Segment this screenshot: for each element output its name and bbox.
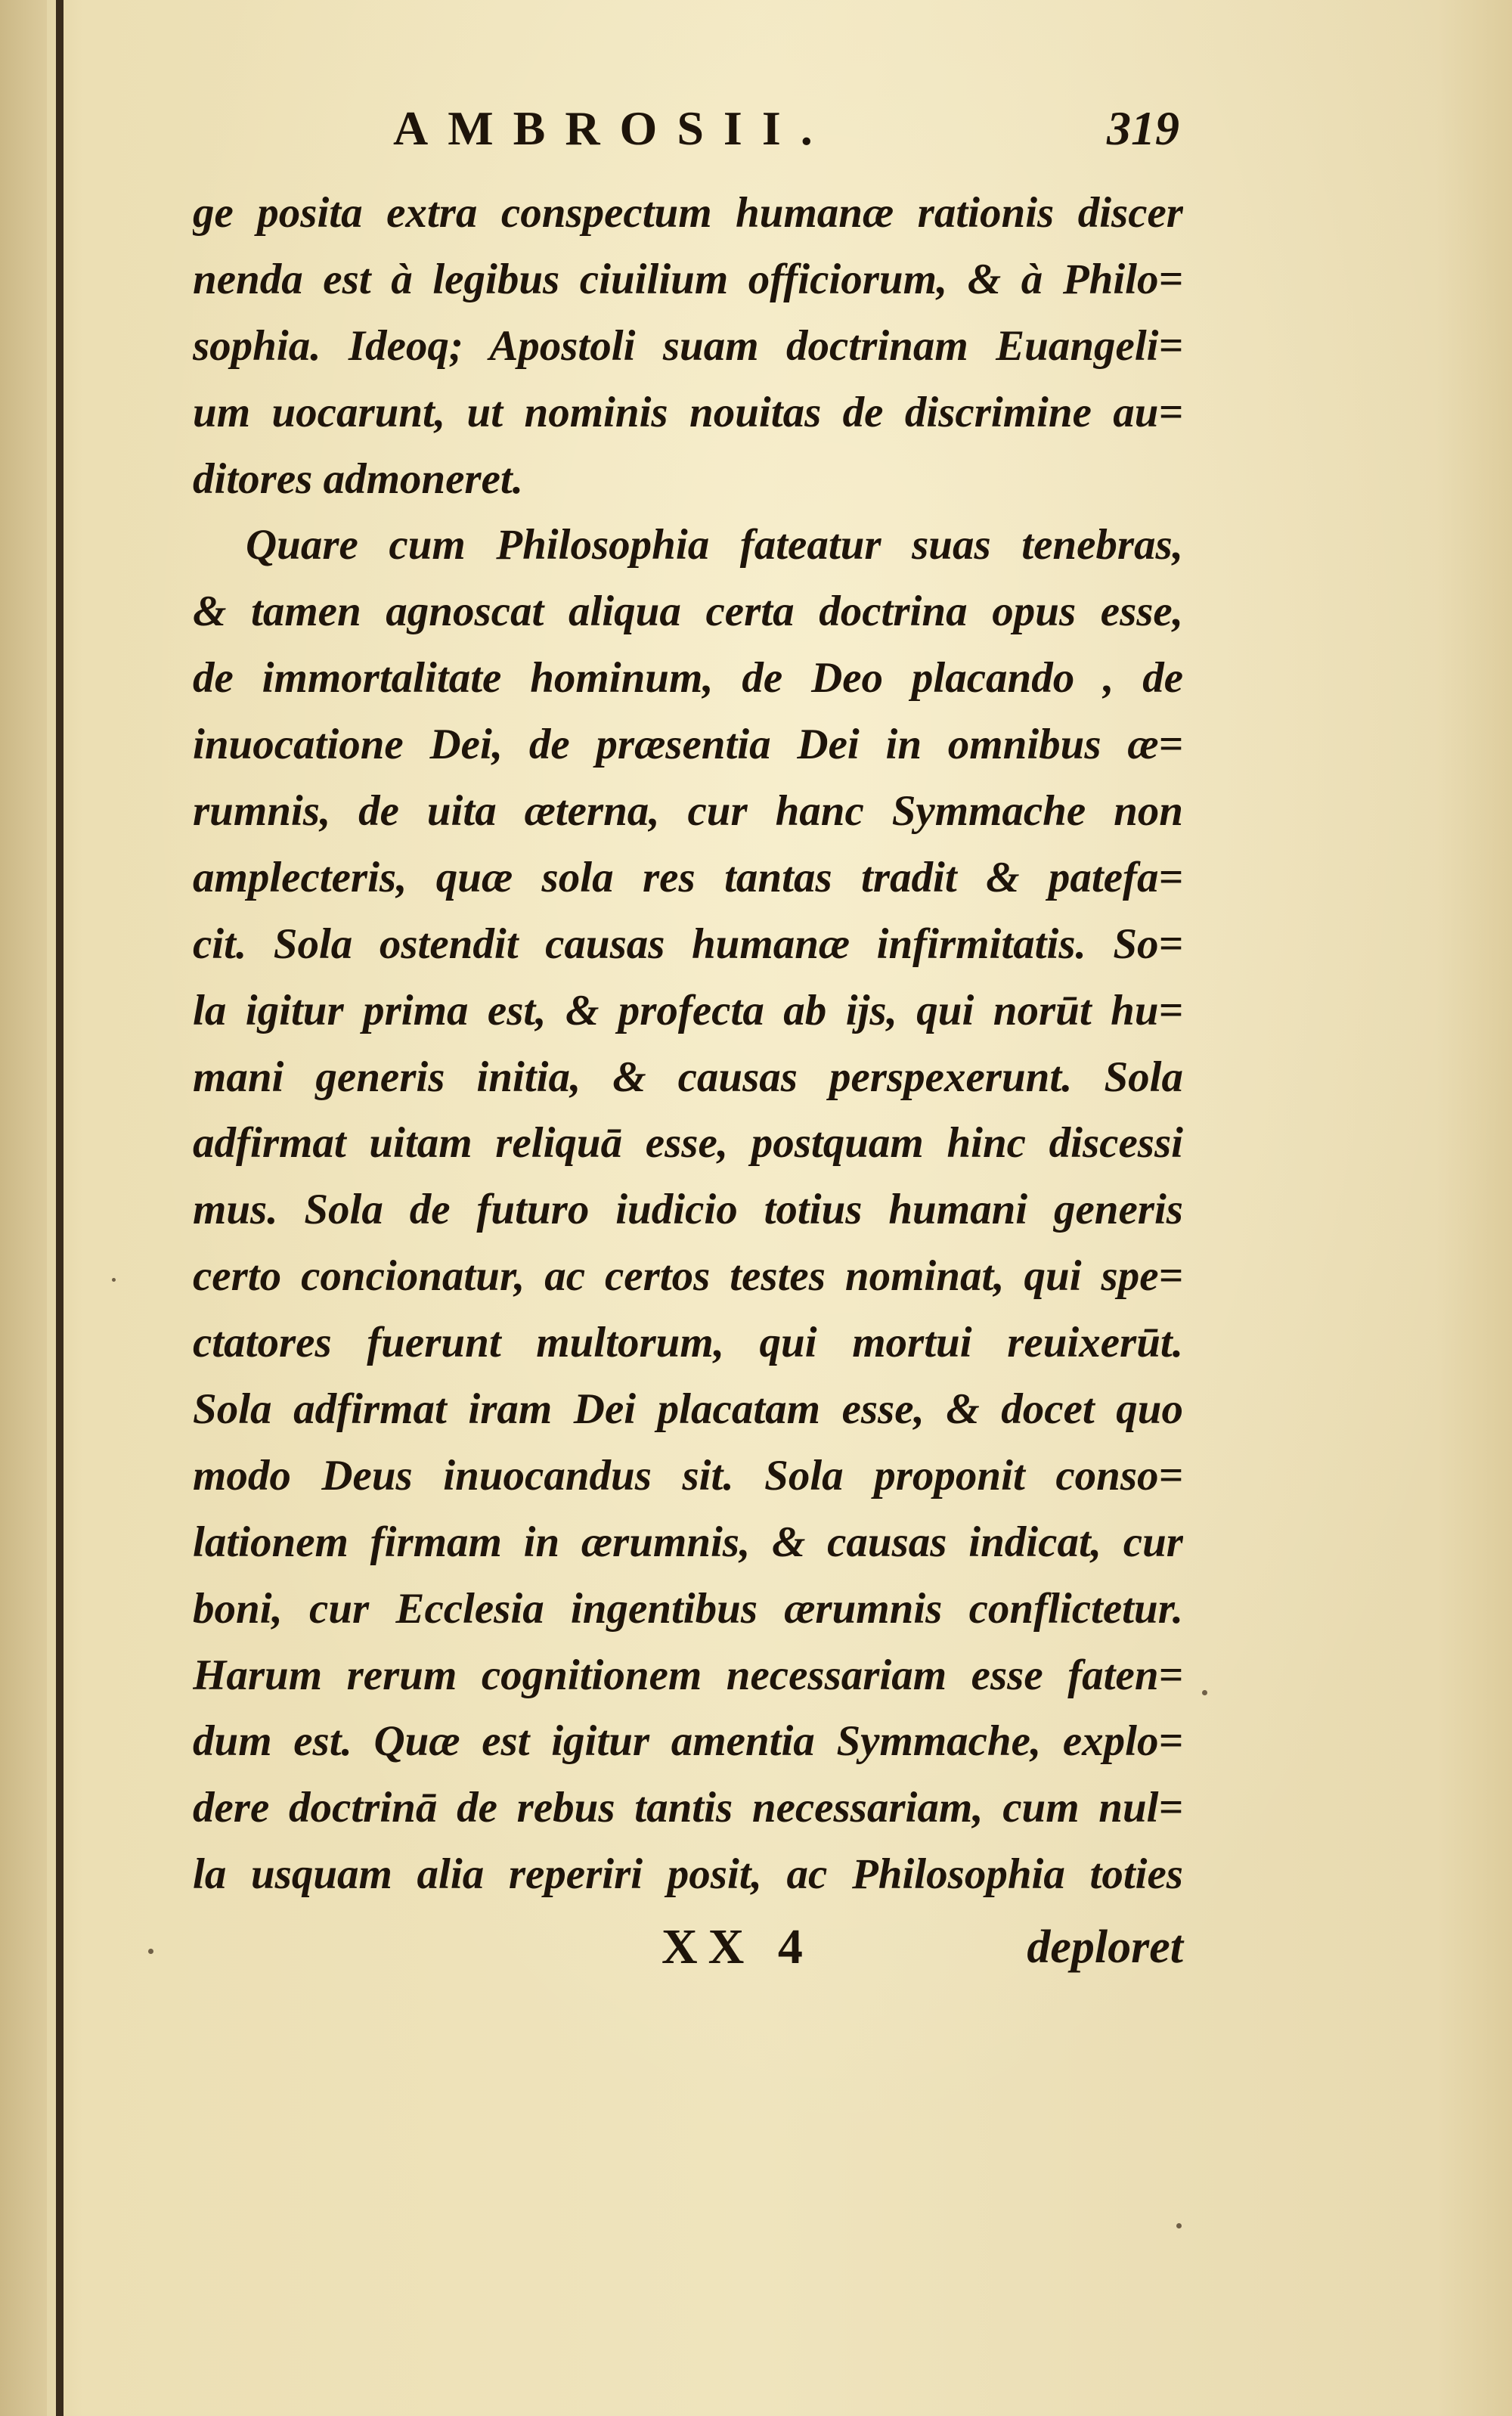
text-line: sophia. Ideoq; Apostoli suam doctrinam Euangeli= [193, 321, 1183, 370]
text-line: ctatores fuerunt multorum, qui mortui reuixerūt. [193, 1319, 1183, 1367]
text-line: inuocatione Dei, de præsentia Dei in omnibus æ= [193, 721, 1183, 769]
text-line: la usquam alia reperiri posit, ac Philosophia toties [193, 1850, 1183, 1899]
text-line: dere doctrinā de rebus tantis necessariam, cum nul= [193, 1784, 1183, 1832]
text-line: nenda est à legibus ciuilium officiorum, & à Philo= [193, 255, 1183, 303]
text-line: mus. Sola de futuro iudicio totius humani generis [193, 1186, 1183, 1234]
text-line: amplecteris, quæ sola res tantas tradit & patefa= [193, 853, 1183, 901]
text-line: de immortalitate hominum, de Deo placando , de [193, 654, 1183, 702]
text-line: ditores admoneret. [193, 454, 523, 503]
text-line: mani generis initia, & causas perspexerunt. Sola [193, 1053, 1183, 1101]
text-line: Quare cum Philosophia fateatur suas tenebras, [246, 521, 1183, 569]
page-number: 319 [1107, 101, 1179, 155]
ink-speck [112, 1278, 116, 1282]
catchword: deploret [1027, 1921, 1183, 1973]
text-line: rumnis, de uita æterna, cur hanc Symmache non [193, 787, 1183, 836]
binding-edge-rule [56, 0, 64, 2416]
text-line: lationem firmam in ærumnis, & causas indicat, cur [193, 1518, 1183, 1566]
text-line: la igitur prima est, & profecta ab ijs, qui norūt hu= [193, 986, 1183, 1034]
text-line: um uocarunt, ut nominis nouitas de discrimine au= [193, 388, 1183, 436]
text-line: certo concionatur, ac certos testes nominat, qui spe= [193, 1252, 1183, 1301]
text-line: boni, cur Ecclesia ingentibus ærumnis conflictetur. [193, 1584, 1183, 1633]
text-line: dum est. Quæ est igitur amentia Symmache, explo= [193, 1717, 1183, 1766]
body-text [193, 180, 1183, 1908]
text-line: ge posita extra conspectum humanæ rationis discer [193, 189, 1183, 237]
text-line: cit. Sola ostendit causas humanæ infirmitatis. So= [193, 920, 1183, 968]
running-head: AMBROSII. [393, 101, 832, 155]
signature-mark: XX 4 [662, 1919, 813, 1974]
binding-gutter [0, 0, 47, 2416]
text-line: Harum rerum cognitionem necessariam esse faten= [193, 1651, 1183, 1699]
text-line: adfirmat uitam reliquā esse, postquam hinc discessi [193, 1119, 1183, 1168]
text-line: modo Deus inuocandus sit. Sola proponit conso= [193, 1451, 1183, 1500]
page-footer [193, 1913, 1183, 1981]
text-line: Sola adfirmat iram Dei placatam esse, & docet quo [193, 1385, 1183, 1434]
text-line: & tamen agnoscat aliqua certa doctrina opus esse, [193, 588, 1183, 636]
ink-speck [1176, 2223, 1182, 2228]
page-header [393, 98, 1179, 159]
ink-speck [1202, 1690, 1207, 1695]
ink-speck [148, 1949, 153, 1954]
